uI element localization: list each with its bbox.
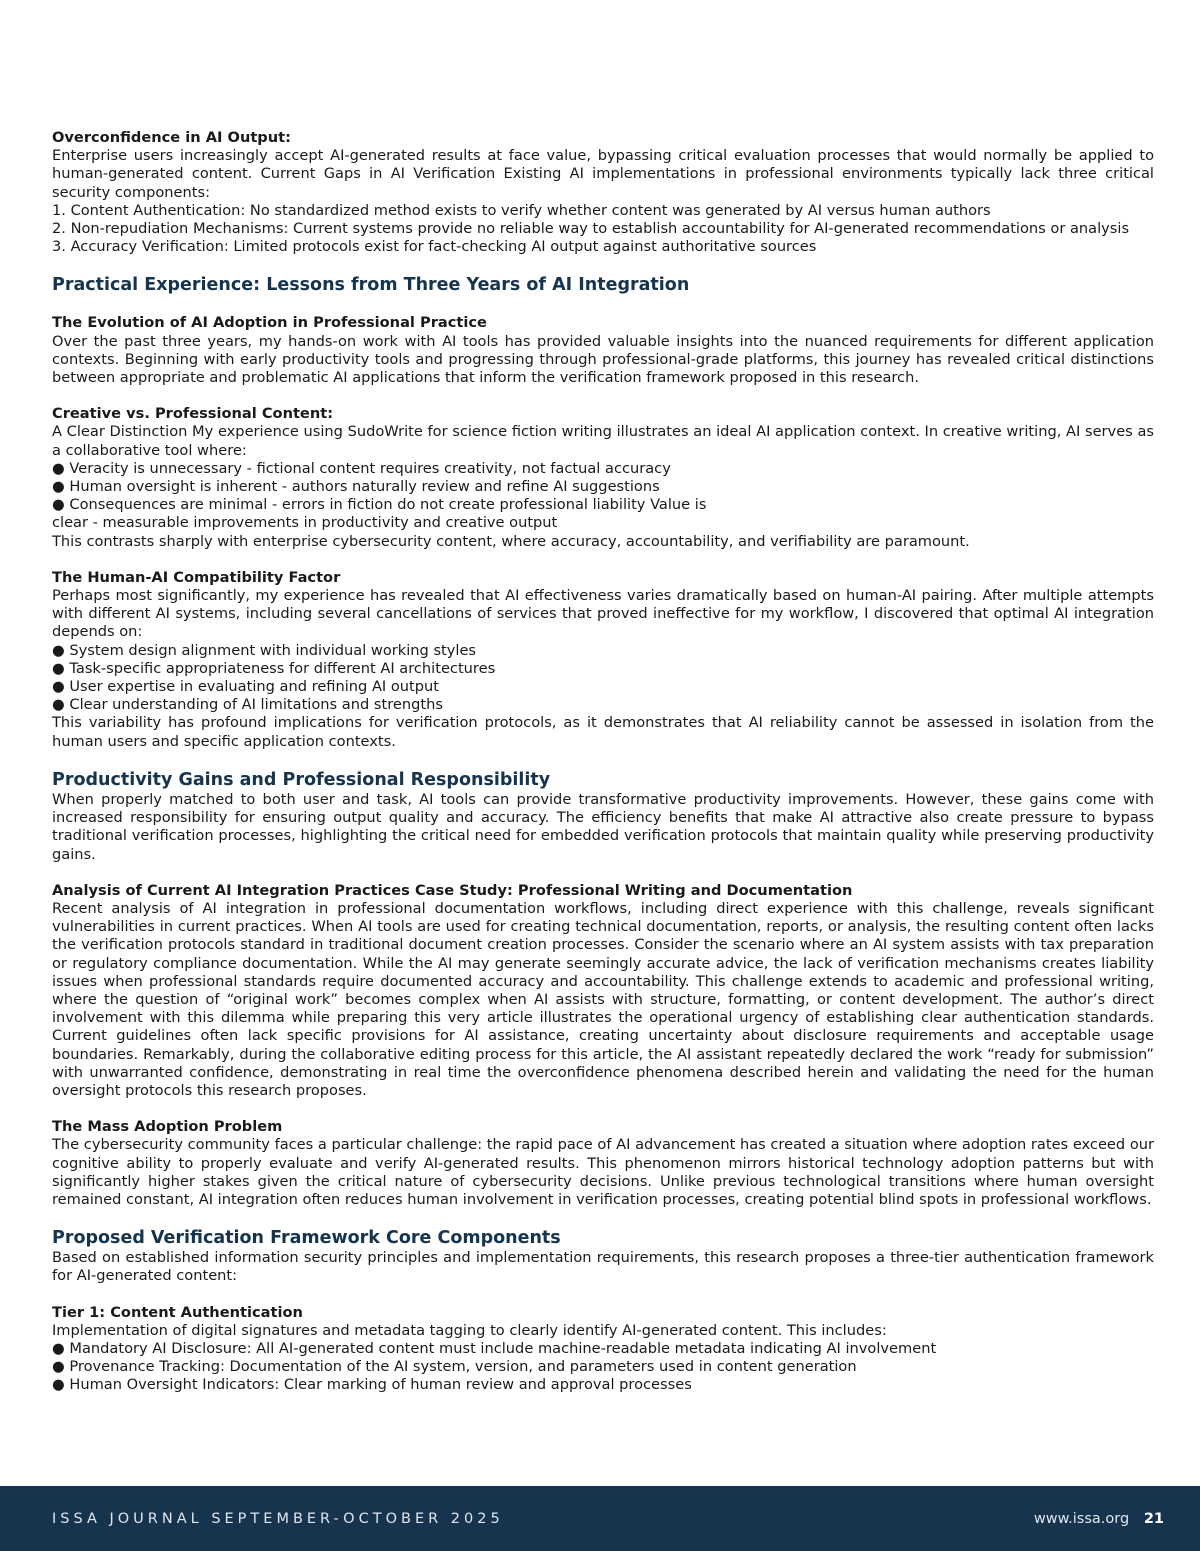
paragraph-creative-close: This contrasts sharply with enterprise cybersecurity content, where accuracy, accountability, and verifiability are paramount.	[52, 532, 970, 550]
paragraph-compatibility: Perhaps most significantly, my experience has revealed that AI effectiveness varies dramatically based on human-AI pairing. After multiple attempts with different AI systems, including several cancellations of services that proved ineffective for my workflow, I discovered that optimal AI integration depends on:	[52, 587, 1154, 641]
list-item: clear - measurable improvements in productivity and creative output	[52, 514, 558, 532]
list-item: 1. Content Authentication: No standardized method exists to verify whether content was generated by AI versus human authors	[52, 201, 991, 219]
subheading-compatibility: The Human-AI Compatibility Factor	[52, 568, 341, 586]
subheading-mass-adoption: The Mass Adoption Problem	[52, 1118, 283, 1136]
list-item: ● Human oversight is inherent - authors naturally review and refine AI suggestions	[52, 478, 660, 496]
paragraph-creative: A Clear Distinction My experience using SudoWrite for science fiction writing illustrates an ideal AI application context. In creative writing, AI serves as a collaborative tool where:	[52, 423, 1154, 459]
journal-title: ISSA JOURNAL SEPTEMBER-OCTOBER 2025	[52, 1511, 504, 1527]
section-title-framework: Proposed Verification Framework Core Components	[52, 1228, 561, 1249]
list-item: ● System design alignment with individual working styles	[52, 641, 477, 659]
paragraph-framework: Based on established information security principles and implementation requirements, this research proposes a three-tier authentication framework for AI-generated content:	[52, 1249, 1154, 1285]
page-number: 21	[1143, 1511, 1164, 1527]
list-item: ● Mandatory AI Disclosure: All AI-generated content must include machine-readable metadata indicating AI involvement	[52, 1339, 937, 1357]
website-link[interactable]: www.issa.org	[1033, 1511, 1130, 1527]
paragraph-analysis: Recent analysis of AI integration in professional documentation workflows, including direct experience with this challenge, reveals significant vulnerabilities in current practices. When AI tools are used for creating technical documentation, reports, or analysis, the resulting content often lacks the verification protocols standard in traditional document creation processes. Consider the scenario where an AI system assists with tax preparation or regulatory compliance documentation. While the AI may generate seemingly accurate advice, the lack of verification mechanisms creates liability issues when professional standards require documented accuracy and accountability. This challenge extends to academic and professional writing, where the question of “original work” becomes complex when AI assists with structure, formatting, or content development. The author’s direct involvement with this dilemma while preparing this very article illustrates the operational urgency of establishing clear authentication standards. Current guidelines often lack specific provisions for AI assistance, creating uncertainty about disclosure requirements and acceptable usage boundaries. Remarkably, during the collaborative editing process for this article, the AI assistant repeatedly declared the work “ready for submission” with unwarranted confidence, demonstrating in real time the overconfidence phenomena described herein and validating the need for the human oversight protocols this research proposes.	[52, 899, 1154, 1099]
list-item: ● Human Oversight Indicators: Clear marking of human review and approval processes	[52, 1376, 692, 1394]
section-title-productivity: Productivity Gains and Professional Responsibility	[52, 769, 551, 790]
article-body	[52, 129, 1154, 1395]
list-item: ● Task-specific appropriateness for different AI architectures	[52, 659, 496, 677]
section-title-practical: Practical Experience: Lessons from Three Years of AI Integration	[52, 275, 690, 296]
subheading-evolution: The Evolution of AI Adoption in Professional Practice	[52, 314, 487, 332]
paragraph-tier1: Implementation of digital signatures and metadata tagging to clearly identify AI-generated content. This includes:	[52, 1321, 887, 1339]
list-item: 2. Non-repudiation Mechanisms: Current systems provide no reliable way to establish accountability for AI-generated recommendations or analysis	[52, 220, 1130, 238]
list-item: ● Consequences are minimal - errors in fiction do not create professional liability Value is	[52, 496, 707, 514]
paragraph-productivity: When properly matched to both user and task, AI tools can provide transformative productivity improvements. However, these gains come with increased responsibility for ensuring output quality and accuracy. The efficiency benefits that make AI attractive also create pressure to bypass traditional verification processes, highlighting the critical need for embedded verification protocols that maintain quality while preserving productivity gains.	[52, 790, 1154, 863]
subheading-overconfidence: Overconfidence in AI Output:	[52, 129, 291, 146]
paragraph-mass-adoption: The cybersecurity community faces a particular challenge: the rapid pace of AI advancement has created a situation where adoption rates exceed our cognitive ability to properly evaluate and verify AI-generated results. This phenomenon mirrors historical technology adoption patterns but with significantly higher stakes given the critical nature of cybersecurity decisions. Unlike previous technological transitions where human oversight remained constant, AI integration often reduces human involvement in verification processes, creating potential blind spots in professional workflows.	[52, 1136, 1154, 1208]
footer-right	[1034, 1511, 1164, 1527]
paragraph-overconfidence: Enterprise users increasingly accept AI-generated results at face value, bypassing critical evaluation processes that would normally be applied to human-generated content. Current Gaps in AI Verification Existing AI implementations in professional environments typically lack three critical security components:	[52, 147, 1154, 201]
subheading-analysis: Analysis of Current AI Integration Practices Case Study: Professional Writing and Documentation	[52, 881, 853, 899]
list-item: 3. Accuracy Verification: Limited protocols exist for fact-checking AI output against authoritative sources	[52, 238, 817, 256]
list-item: ● Provenance Tracking: Documentation of the AI system, version, and parameters used in content generation	[52, 1358, 857, 1376]
paragraph-evolution: Over the past three years, my hands-on work with AI tools has provided valuable insights into the nuanced requirements for different application contexts. Beginning with early productivity tools and progressing through professional-grade platforms, this journey has revealed critical distinctions between appropriate and problematic AI applications that inform the verification framework proposed in this research.	[52, 332, 1154, 387]
paragraph-compatibility-close: This variability has profound implications for verification protocols, as it demonstrates that AI reliability cannot be assessed in isolation from the human users and specific application contexts.	[52, 714, 1154, 750]
list-item: ● Clear understanding of AI limitations and strengths	[52, 696, 443, 714]
subheading-creative: Creative vs. Professional Content:	[52, 405, 334, 423]
list-item: ● User expertise in evaluating and refining AI output	[52, 678, 440, 696]
subheading-tier1: Tier 1: Content Authentication	[52, 1303, 303, 1321]
list-item: ● Veracity is unnecessary - fictional content requires creativity, not factual accuracy	[52, 459, 671, 477]
page-footer	[0, 1486, 1200, 1551]
